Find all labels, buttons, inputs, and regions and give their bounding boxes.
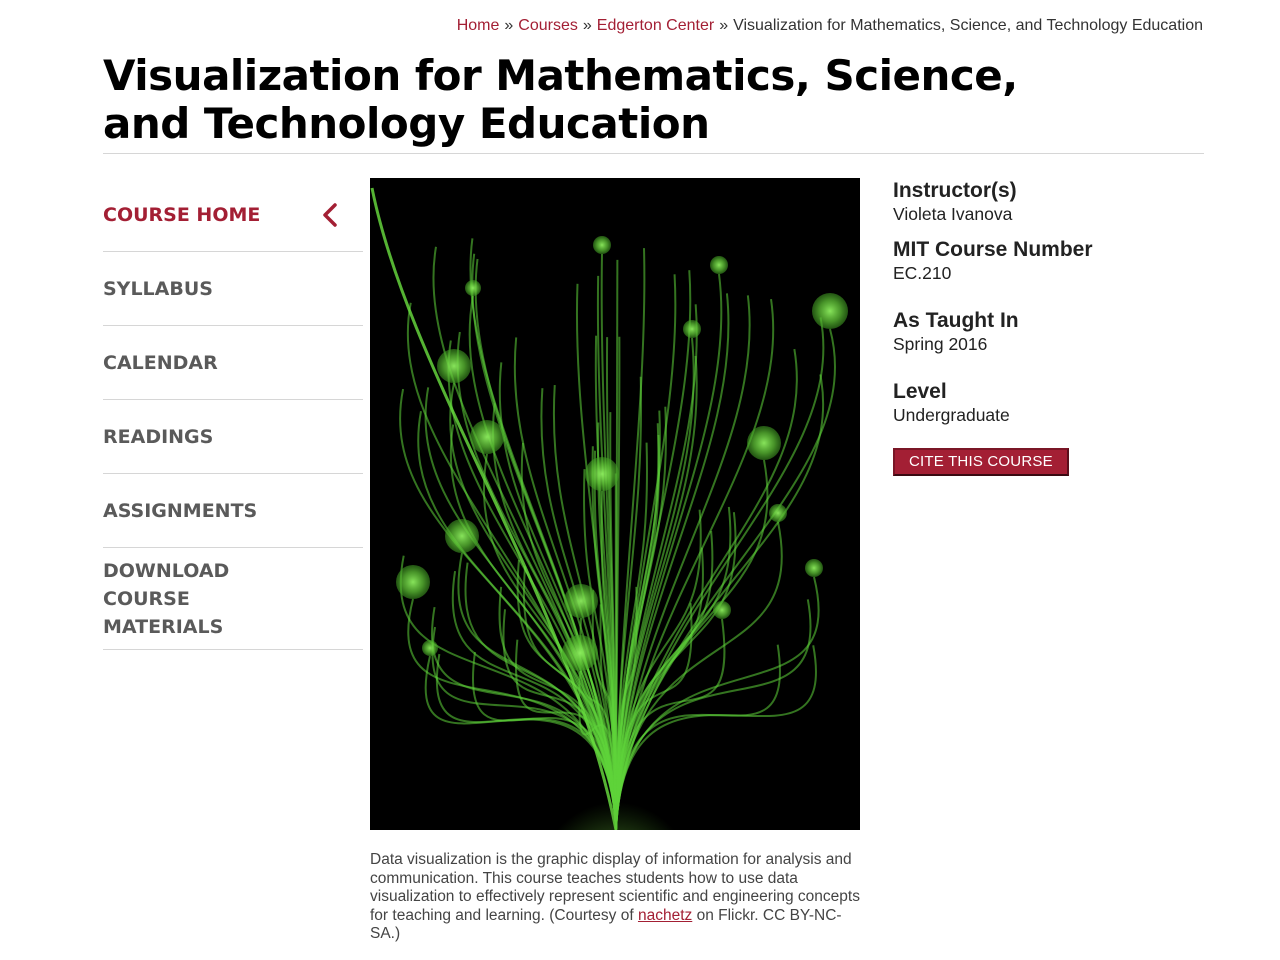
fiber-tip [422, 640, 438, 656]
course-info-panel [893, 178, 1223, 476]
fiber-tip [396, 565, 430, 599]
fiber-tip [747, 426, 781, 460]
fiber-tip [683, 320, 701, 338]
sidebar-item-download-course-materials[interactable] [103, 548, 363, 650]
sidebar-item-calendar[interactable] [103, 326, 363, 400]
sidebar-item-assignments[interactable] [103, 474, 363, 548]
title-divider [103, 153, 1204, 154]
fiber-tip [713, 601, 731, 619]
fiber-tip [812, 293, 848, 329]
fiber-tip [710, 256, 728, 274]
fiber-tip [445, 519, 479, 553]
course-number-label: MIT Course Number [893, 238, 1093, 261]
fiber-tip [465, 280, 481, 296]
sidebar-item-readings[interactable] [103, 400, 363, 474]
fiber-tip [585, 457, 619, 491]
course-sidebar-nav [103, 178, 363, 650]
breadcrumb-department-link[interactable]: Edgerton Center [596, 17, 715, 34]
instructor-label: Instructor(s) [893, 179, 1017, 202]
spacer [893, 296, 1223, 308]
fiber-tips [396, 236, 848, 671]
fiber-tip [470, 420, 504, 454]
instructor-value: Violeta Ivanova [893, 204, 1013, 224]
sidebar-item-label: COURSE HOME [103, 203, 261, 226]
sidebar-item-label: CALENDAR [103, 351, 218, 374]
breadcrumb-current: Visualization for Mathematics, Science, and Technology Education [733, 17, 1203, 34]
caption-text: Data visualization is the graphic display of information for analysis and communication. This course teaches students how to use data visualization to effectively represent scientific and engineering concepts for teaching and learning. (Courtesy of [370, 851, 860, 924]
chevron-left-icon[interactable] [317, 201, 345, 229]
image-caption [370, 851, 865, 944]
course-hero-image [370, 178, 860, 830]
fiber-tip [437, 349, 471, 383]
level-label: Level [893, 380, 947, 403]
breadcrumb-separator: » [504, 17, 514, 34]
sidebar-item-label: ASSIGNMENTS [103, 499, 258, 522]
breadcrumb [457, 17, 1203, 35]
breadcrumb-separator: » [719, 17, 729, 34]
cite-this-course-button[interactable]: CITE THIS COURSE [893, 448, 1069, 476]
fiber-tip [805, 559, 823, 577]
sidebar-item-label: SYLLABUS [103, 277, 213, 300]
caption-credit-link[interactable]: nachetz [637, 906, 693, 924]
sidebar-item-syllabus[interactable] [103, 252, 363, 326]
as-taught-in-value: Spring 2016 [893, 334, 988, 354]
sidebar-item-label: DOWNLOAD COURSE MATERIALS [103, 559, 230, 638]
as-taught-in-label: As Taught In [893, 309, 1019, 332]
fiber-strands [372, 188, 835, 830]
breadcrumb-courses-link[interactable]: Courses [518, 17, 578, 34]
breadcrumb-separator: » [582, 17, 592, 34]
breadcrumb-home-link[interactable]: Home [456, 17, 500, 34]
level-value: Undergraduate [893, 405, 1010, 425]
page-title: Visualization for Mathematics, Science, and Technology Education [103, 51, 1018, 148]
course-number-value: EC.210 [893, 263, 952, 283]
fiber-tip [564, 584, 598, 618]
caption-text-end: on Flickr. CC BY-NC-SA.) [370, 906, 842, 942]
sidebar-item-course-home[interactable] [103, 178, 363, 252]
fiber-tip [769, 504, 787, 522]
fiber-base-glow [546, 738, 686, 830]
fiber-optic-illustration [370, 178, 860, 830]
fiber-tip [562, 635, 598, 671]
fiber-tip [593, 236, 611, 254]
spacer [893, 367, 1223, 379]
sidebar-item-label: READINGS [103, 425, 214, 448]
